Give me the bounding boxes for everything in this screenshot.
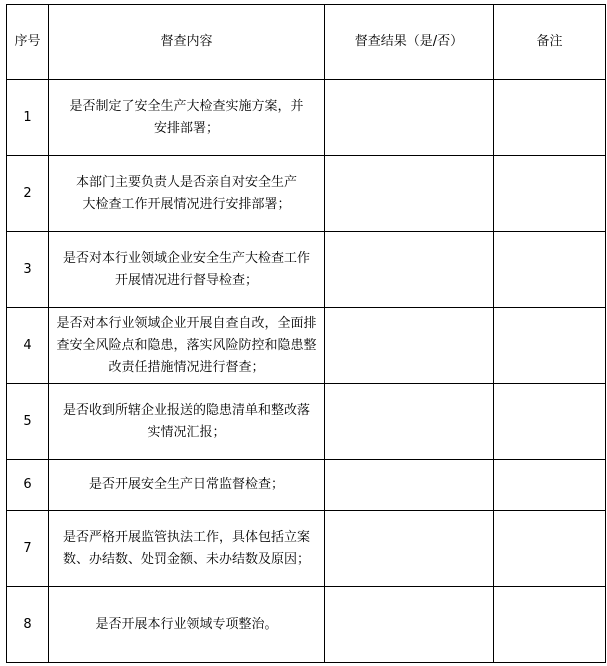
header-item: 督查内容 [49, 5, 325, 80]
row-number: 5 [7, 384, 49, 460]
row-number: 8 [7, 587, 49, 663]
row-note-cell[interactable] [494, 80, 606, 156]
row-item-cell [49, 80, 325, 156]
table-row [7, 511, 606, 587]
row-number: 7 [7, 511, 49, 587]
row-number: 6 [7, 460, 49, 511]
row-result-cell[interactable] [325, 232, 494, 308]
row-item-text: 是否对本行业领域企业开展自查自改，全面排查安全风险点和隐患，落实风险防控和隐患整改责任措施情况进行督查； [56, 315, 317, 375]
row-result-cell[interactable] [325, 587, 494, 663]
table-row [7, 80, 606, 156]
header-row [7, 5, 606, 80]
row-number: 3 [7, 232, 49, 308]
table-row [7, 308, 606, 384]
table-row [7, 384, 606, 460]
row-note-cell[interactable] [494, 384, 606, 460]
header-result: 督查结果（是/否） [325, 5, 494, 80]
row-note-cell[interactable] [494, 587, 606, 663]
row-note-cell[interactable] [494, 308, 606, 384]
row-item-cell [49, 587, 325, 663]
row-item-text: 是否收到所辖企业报送的隐患清单和整改落实情况汇报； [62, 402, 310, 440]
row-result-cell[interactable] [325, 156, 494, 232]
row-note-cell[interactable] [494, 232, 606, 308]
row-result-cell[interactable] [325, 460, 494, 511]
row-item-cell [49, 460, 325, 511]
row-number: 2 [7, 156, 49, 232]
row-item-cell [49, 308, 325, 384]
row-item-cell [49, 232, 325, 308]
row-note-cell[interactable] [494, 460, 606, 511]
row-item-cell [49, 384, 325, 460]
row-item-text: 是否制定了安全生产大检查实施方案，并安排部署； [69, 98, 304, 136]
row-result-cell[interactable] [325, 80, 494, 156]
row-item-text: 是否开展本行业领域专项整治。 [95, 616, 278, 632]
row-item-text: 本部门主要负责人是否亲自对安全生产大检查工作开展情况进行安排部署； [75, 174, 297, 212]
table-row [7, 232, 606, 308]
table-row [7, 156, 606, 232]
table-row [7, 460, 606, 511]
row-note-cell[interactable] [494, 511, 606, 587]
header-note: 备注 [494, 5, 606, 80]
row-result-cell[interactable] [325, 384, 494, 460]
row-item-text: 是否对本行业领域企业安全生产大检查工作开展情况进行督导检查； [62, 250, 310, 288]
row-number: 4 [7, 308, 49, 384]
table-row [7, 587, 606, 663]
row-result-cell[interactable] [325, 511, 494, 587]
row-number: 1 [7, 80, 49, 156]
header-no: 序号 [7, 5, 49, 80]
row-note-cell[interactable] [494, 156, 606, 232]
row-item-cell [49, 156, 325, 232]
row-item-cell [49, 511, 325, 587]
row-result-cell[interactable] [325, 308, 494, 384]
inspection-table [6, 4, 606, 663]
row-item-text: 是否开展安全生产日常监督检查； [88, 477, 284, 492]
row-item-text: 是否严格开展监管执法工作，具体包括立案数、办结数、处罚金额、未办结数及原因； [62, 529, 310, 567]
